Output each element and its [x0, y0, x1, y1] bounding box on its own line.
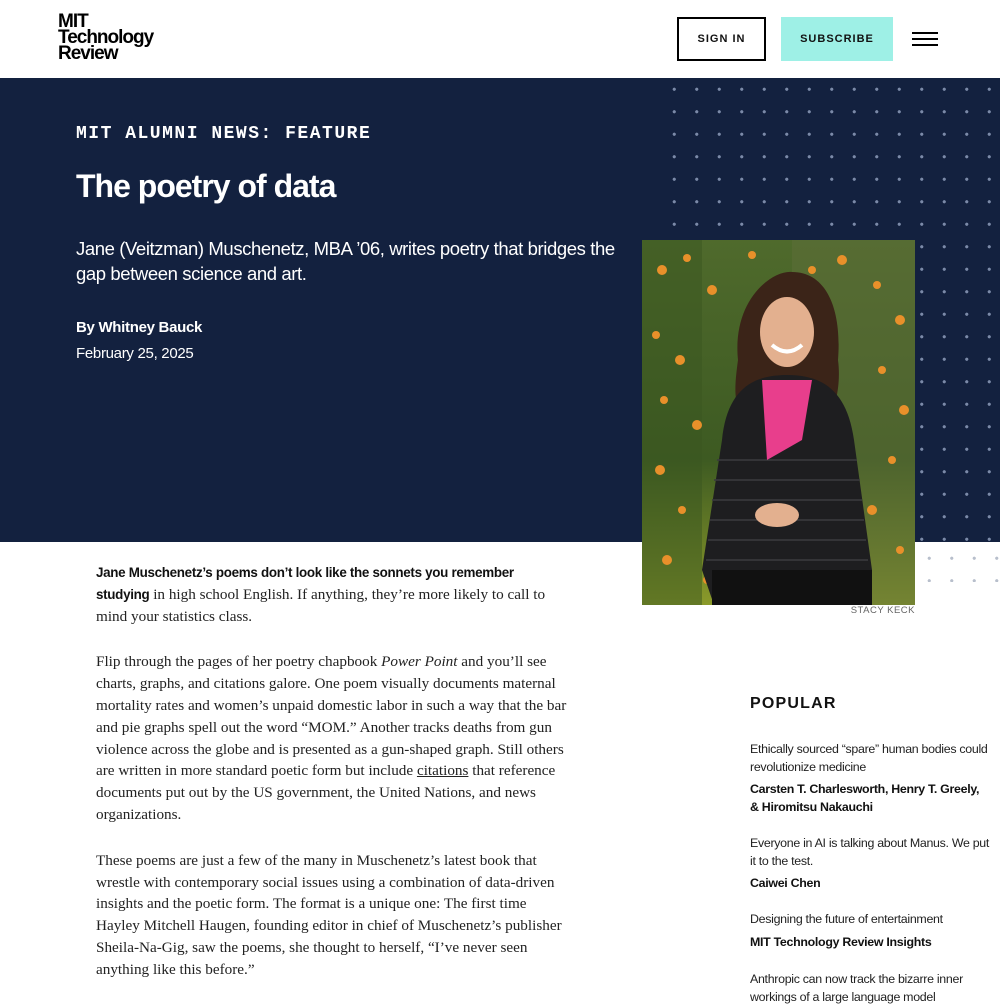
article-title: The poetry of data: [76, 168, 336, 204]
popular-item[interactable]: [750, 741, 990, 816]
popular-item[interactable]: [750, 835, 990, 893]
popular-item[interactable]: [750, 971, 990, 1006]
paragraph-lead-in: Jane Muschenetz’s poems don’t look like the sonnets you remember studying: [96, 565, 514, 602]
paragraph-2-text-c: that reference documents put out by the US government, the United Nations, and news organizations.: [96, 762, 556, 823]
site-logo[interactable]: [58, 11, 154, 64]
article-kicker[interactable]: MIT ALUMNI NEWS: FEATURE: [76, 124, 372, 144]
article-dek: Jane (Veitzman) Muschenetz, MBA ’06, writes poetry that bridges the gap between science and art.: [76, 238, 615, 284]
popular-sidebar: [750, 695, 990, 1004]
article-paragraph-2: [96, 651, 568, 825]
article-body: [96, 562, 568, 1005]
article-paragraph-3: These poems are just a few of the many in Muschenetz’s latest book that wrestle with contemporary social issues using a combination of data-driven insights and the poetic form. The format is a unique one: The first time Hayley Mitchell Haugen, founding editor in chief of Muschenetz’s publisher Sheila-Na-Gig, saw the poems, she thought to herself, “I’ve never seen anything like this before.”: [96, 851, 562, 978]
popular-item-author[interactable]: Caiwei Chen: [750, 876, 821, 890]
logo-line-2: Technology: [58, 27, 154, 48]
hamburger-menu-icon[interactable]: [912, 32, 938, 46]
article-hero-photo: [642, 240, 915, 605]
subscribe-button[interactable]: SUBSCRIBE: [781, 17, 893, 61]
paragraph-2-text-b: and you’ll see charts, graphs, and citations galore. One poem visually documents maternal mortality rates and women’s unpaid domestic labor in such a way that the bar and pie graphs spell out the word “MOM.” Another tracks deaths from gun violence across the globe and is presented as a gun-shaped graph. Still others are written in more standard poetic form but include: [96, 653, 567, 780]
paragraph-2-text-a: Flip through the pages of her poetry chapbook: [96, 653, 382, 671]
article-date: February 25, 2025: [76, 345, 194, 362]
site-header: [0, 0, 1000, 78]
citations-link[interactable]: citations: [416, 762, 469, 780]
popular-item-author[interactable]: MIT Technology Review Insights: [750, 934, 932, 949]
popular-item-title[interactable]: Designing the future of entertainment: [750, 912, 943, 926]
article-paragraph-1: [96, 562, 568, 627]
photo-credit: STACY KECK: [850, 605, 915, 616]
popular-item-title[interactable]: Ethically sourced “spare” human bodies could revolutionize medicine: [750, 742, 988, 774]
paragraph-1-text: in high school English. If anything, they’re more likely to call to mind your statistics class.: [96, 585, 546, 625]
popular-item-author[interactable]: Carsten T. Charlesworth, Henry T. Greely, & Hiromitsu Nakauchi: [750, 782, 980, 814]
popular-item[interactable]: [750, 911, 990, 951]
article-byline[interactable]: By Whitney Bauck: [76, 319, 203, 336]
logo-line-3: Review: [58, 43, 118, 64]
logo-line-1: MIT: [58, 11, 88, 32]
book-title: Power Point: [381, 653, 458, 671]
popular-item-title[interactable]: Everyone in AI is talking about Manus. We put it to the test.: [750, 836, 990, 868]
popular-heading: POPULAR: [750, 695, 837, 712]
dot-pattern-decoration-lower: [915, 542, 1000, 582]
popular-item-title[interactable]: Anthropic can now track the bizarre inner workings of a large language model: [750, 972, 963, 1004]
sign-in-button[interactable]: SIGN IN: [677, 17, 766, 61]
